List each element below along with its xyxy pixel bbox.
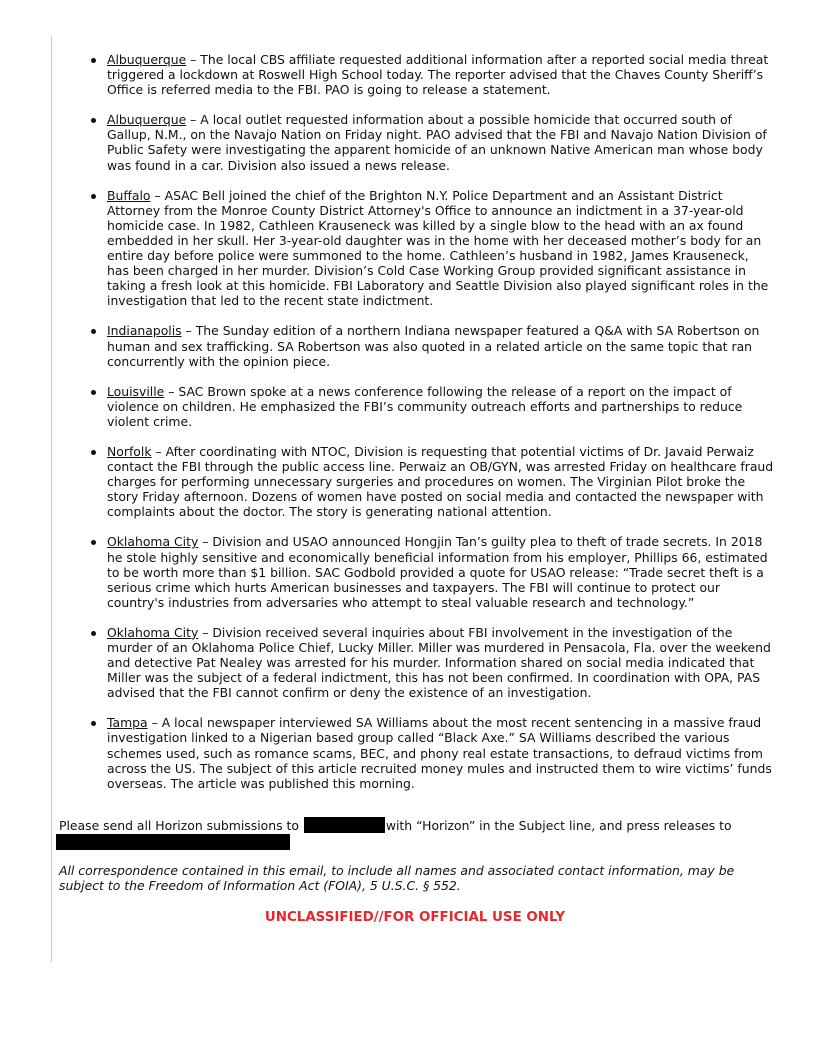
redacted-email-address [304,817,385,833]
news-item-text: – The local CBS affiliate requested additional information after a reported social media threat triggered a lockdown at Roswell High School today. The reporter advised that the Chaves County Sheriff’s Office is referred media to the FBI. PAO is going to release a statement. [107,52,769,98]
submission-text-after: with “Horizon” in the Subject line, and press releases to [385,818,732,833]
news-item-text: – After coordinating with NTOC, Division is requesting that potential victims of Dr. Javaid Perwaiz contact the FBI through the public access line. Perwaiz an OB/GYN, was arrested Friday on healthcare fraud charges for performing unnecessary surgeries and procedures on women. The Virginian Pilot broke the story Friday afternoon. Dozens of women have posted on social media and contacted the newspaper with complaints about the doctor. The story is generating national attention. [107,443,774,520]
classification-banner: UNCLASSIFIED//FOR OFFICIAL USE ONLY [264,910,566,925]
location-link[interactable]: Norfolk [107,443,152,459]
location-link[interactable]: Oklahoma City [107,534,199,550]
news-item-text: – SAC Brown spoke at a news conference following the release of a report on the impact of violence on children. He emphasized the FBI’s community outreach efforts and partnerships to reduce violent crime. [107,383,743,429]
news-item [88,52,774,97]
location-link[interactable]: Albuquerque [107,112,187,128]
news-item-list [88,52,774,806]
submission-instructions [59,817,779,833]
location-link[interactable]: Louisville [107,383,165,399]
news-item-text: – ASAC Bell joined the chief of the Brighton N.Y. Police Department and an Assistant District Attorney from the Monroe County District Attorney's Office to announce an indictment in a 37-year-old homicide case. In 1982, Cathleen Krauseneck was killed by a single blow to the head with an ax found embedded in her skull. Her 3-year-old daughter was in the home with her deceased mother’s body for an entire day before police were summoned to the home. Cathleen’s husband in 1982, James Krauseneck, has been charged in her murder. Division’s Cold Case Working Group provided significant assistance in taking a fresh look at this homicide. FBI Laboratory and Seattle Division also played significant roles in the investigation that led to the recent state indictment. [107,187,769,309]
news-item [88,384,774,429]
news-item [88,534,774,609]
news-item-text: – A local outlet requested information about a possible homicide that occurred south of Gallup, N.M., on the Navajo Nation on Friday night. PAO advised that the FBI and Navajo Nation Division of Public Safety were investigating the apparent homicide of an unknown Native American man whose body was found in a car. Division also issued a news release. [107,112,767,173]
news-item [88,112,774,172]
news-item [88,323,774,368]
location-link[interactable]: Oklahoma City [107,624,199,640]
left-margin-rule [51,36,52,962]
news-item-text: – The Sunday edition of a northern Indiana newspaper featured a Q&A with SA Robertson on human and sex trafficking. SA Robertson was also quoted in a related article on the same topic that ran concurrently with the opinion piece. [107,323,760,369]
news-item [88,188,774,309]
location-link[interactable]: Albuquerque [107,52,187,67]
news-item-text: – Division and USAO announced Hongjin Tan’s guilty plea to theft of trade secrets. In 2018 he stole highly sensitive and economically beneficial information from his employer, Phillips 66, estimated to be worth more than $1 billion. SAC Godbold provided a quote for USAO release: “Trade secret theft is a serious crime which hurts American businesses and taxpayers. The FBI will continue to protect our country's industries from adversaries who attempt to steal valuable research and technology.” [107,534,768,610]
news-item [88,715,774,790]
redacted-press-release-address [56,834,290,850]
news-item-text: – Division received several inquiries about FBI involvement in the investigation of the murder of an Oklahoma Police Chief, Lucky Miller. Miller was murdered in Pensacola, Fla. over the weekend and detective Pat Nealey was arrested for his murder. Information shared on social media indicated that Miller was the subject of a federal indictment, this has not been confirmed. In coordination with OPA, PAS advised that the FBI cannot confirm or deny the existence of an investigation. [107,624,771,701]
location-link[interactable]: Tampa [107,715,148,731]
news-item [88,625,774,700]
news-item [88,444,774,519]
submission-text-before: Please send all Horizon submissions to [59,818,303,833]
foia-notice: All correspondence contained in this email, to include all names and associated contact information, may be subject to the Freedom of Information Act (FOIA), 5 U.S.C. § 552. [59,863,735,894]
news-item-text: – A local newspaper interviewed SA Williams about the most recent sentencing in a massive fraud investigation linked to a Nigerian based group called “Black Axe.” SA Williams described the various schemes used, such as romance scams, BEC, and phony real estate transactions, to defraud victims from across the US. The subject of this article recruited money mules and instructed them to wire victims’ funds overseas. The article was published this morning. [107,715,772,791]
location-link[interactable]: Indianapolis [107,323,182,339]
location-link[interactable]: Buffalo [107,187,151,203]
